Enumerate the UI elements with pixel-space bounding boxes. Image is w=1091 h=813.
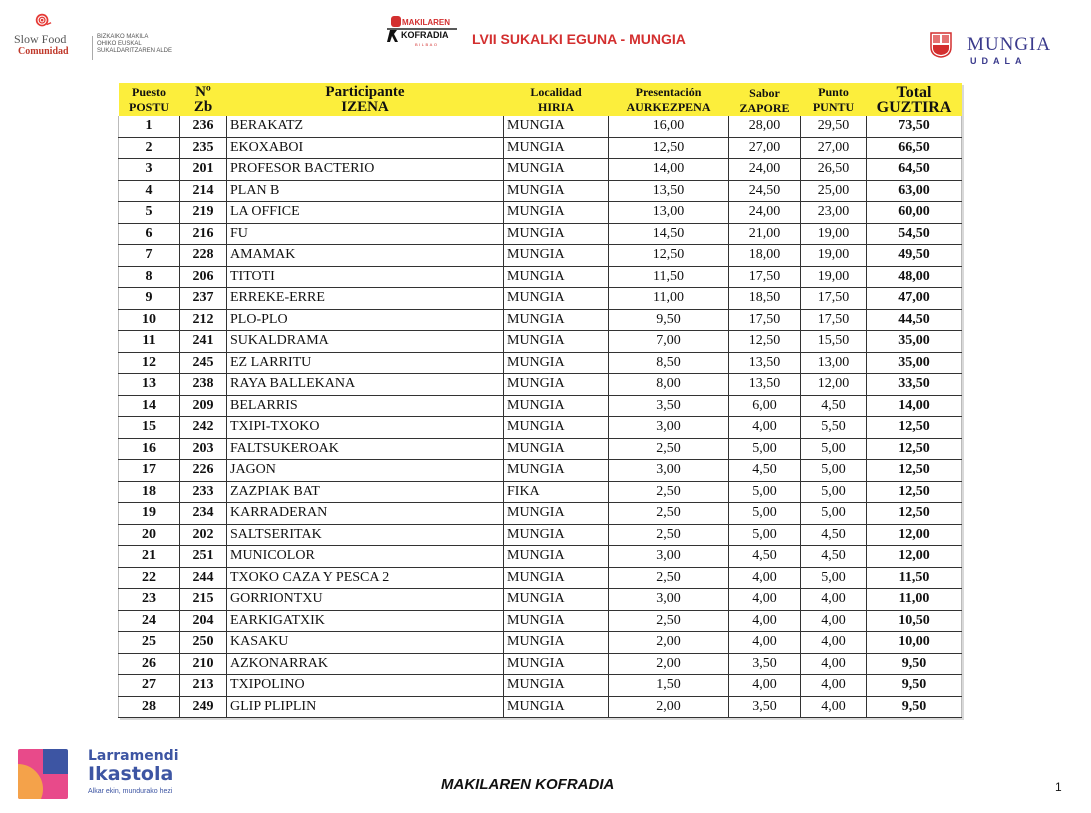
participant-cell: AZKONARRAK xyxy=(227,653,504,675)
table-row xyxy=(119,632,962,654)
position-cell: 9 xyxy=(119,288,180,310)
locality-cell: MUNGIA xyxy=(504,159,609,181)
locality-cell: MUNGIA xyxy=(504,503,609,525)
flavor-score-cell: 3,50 xyxy=(729,653,801,675)
coat-of-arms-icon xyxy=(930,32,952,58)
number-cell: 216 xyxy=(180,223,227,245)
number-cell: 233 xyxy=(180,481,227,503)
total-score-cell: 54,50 xyxy=(867,223,962,245)
table-row xyxy=(119,159,962,181)
col-header-participant: Participante IZENA xyxy=(227,83,504,116)
total-score-cell: 48,00 xyxy=(867,266,962,288)
presentation-score-cell: 2,50 xyxy=(609,610,729,632)
total-score-cell: 60,00 xyxy=(867,202,962,224)
number-cell: 245 xyxy=(180,352,227,374)
table-row xyxy=(119,546,962,568)
doneness-score-cell: 12,00 xyxy=(801,374,867,396)
participant-cell: BERAKATZ xyxy=(227,116,504,137)
table-row xyxy=(119,567,962,589)
total-score-cell: 10,00 xyxy=(867,632,962,654)
col-header-position: Puesto POSTU xyxy=(119,83,180,116)
locality-cell: MUNGIA xyxy=(504,223,609,245)
doneness-score-cell: 19,00 xyxy=(801,245,867,267)
number-cell: 201 xyxy=(180,159,227,181)
participant-cell: BELARRIS xyxy=(227,395,504,417)
number-cell: 209 xyxy=(180,395,227,417)
doneness-score-cell: 17,50 xyxy=(801,288,867,310)
position-cell: 18 xyxy=(119,481,180,503)
larramendi-mark-icon xyxy=(18,749,68,799)
flavor-score-cell: 13,50 xyxy=(729,352,801,374)
results-table xyxy=(118,83,962,718)
total-score-cell: 12,50 xyxy=(867,503,962,525)
number-cell: 242 xyxy=(180,417,227,439)
presentation-score-cell: 12,50 xyxy=(609,137,729,159)
doneness-score-cell: 5,00 xyxy=(801,460,867,482)
table-row xyxy=(119,417,962,439)
mungia-subtitle: UDALA xyxy=(970,56,1027,66)
table-row xyxy=(119,610,962,632)
total-score-cell: 12,50 xyxy=(867,438,962,460)
flavor-score-cell: 21,00 xyxy=(729,223,801,245)
presentation-score-cell: 11,50 xyxy=(609,266,729,288)
table-row xyxy=(119,223,962,245)
participant-cell: TITOTI xyxy=(227,266,504,288)
total-score-cell: 10,50 xyxy=(867,610,962,632)
slow-food-logo xyxy=(12,10,212,60)
participant-cell: GLIP PLIPLIN xyxy=(227,696,504,718)
logo-text-bilbao: BILBAO xyxy=(415,42,439,47)
participant-cell: ERREKE-ERRE xyxy=(227,288,504,310)
flavor-score-cell: 5,00 xyxy=(729,503,801,525)
locality-cell: MUNGIA xyxy=(504,546,609,568)
col-header-presentation: Presentación AURKEZPENA xyxy=(609,83,729,116)
presentation-score-cell: 2,50 xyxy=(609,503,729,525)
total-score-cell: 9,50 xyxy=(867,675,962,697)
total-score-cell: 44,50 xyxy=(867,309,962,331)
number-cell: 226 xyxy=(180,460,227,482)
flavor-score-cell: 4,50 xyxy=(729,460,801,482)
locality-cell: MUNGIA xyxy=(504,675,609,697)
locality-cell: MUNGIA xyxy=(504,438,609,460)
total-score-cell: 73,50 xyxy=(867,116,962,137)
number-cell: 237 xyxy=(180,288,227,310)
table-header-row xyxy=(119,83,962,116)
col-header-total: Total GUZTIRA xyxy=(867,83,962,116)
flavor-score-cell: 4,50 xyxy=(729,546,801,568)
position-cell: 12 xyxy=(119,352,180,374)
doneness-score-cell: 4,00 xyxy=(801,675,867,697)
doneness-score-cell: 4,00 xyxy=(801,696,867,718)
position-cell: 10 xyxy=(119,309,180,331)
total-score-cell: 12,50 xyxy=(867,417,962,439)
table-row xyxy=(119,288,962,310)
number-cell: 215 xyxy=(180,589,227,611)
flavor-score-cell: 24,00 xyxy=(729,202,801,224)
participant-cell: ZAZPIAK BAT xyxy=(227,481,504,503)
table-row xyxy=(119,352,962,374)
table-row xyxy=(119,503,962,525)
participant-cell: PROFESOR BACTERIO xyxy=(227,159,504,181)
position-cell: 16 xyxy=(119,438,180,460)
larramendi-tagline: Alkar ekin, mundurako hezi xyxy=(88,788,173,795)
number-cell: 204 xyxy=(180,610,227,632)
locality-cell: MUNGIA xyxy=(504,331,609,353)
col-header-locality: Localidad HIRIA xyxy=(504,83,609,116)
number-cell: 228 xyxy=(180,245,227,267)
total-score-cell: 9,50 xyxy=(867,653,962,675)
presentation-score-cell: 2,00 xyxy=(609,696,729,718)
total-score-cell: 14,00 xyxy=(867,395,962,417)
number-cell: 210 xyxy=(180,653,227,675)
presentation-score-cell: 2,50 xyxy=(609,567,729,589)
doneness-score-cell: 23,00 xyxy=(801,202,867,224)
participant-cell: KARRADERAN xyxy=(227,503,504,525)
position-cell: 5 xyxy=(119,202,180,224)
participant-cell: EKOXABOI xyxy=(227,137,504,159)
participant-cell: PLO-PLO xyxy=(227,309,504,331)
table-row xyxy=(119,696,962,718)
position-cell: 15 xyxy=(119,417,180,439)
position-cell: 4 xyxy=(119,180,180,202)
locality-cell: MUNGIA xyxy=(504,374,609,396)
table-row xyxy=(119,266,962,288)
locality-cell: MUNGIA xyxy=(504,288,609,310)
total-score-cell: 63,00 xyxy=(867,180,962,202)
flavor-score-cell: 5,00 xyxy=(729,438,801,460)
presentation-score-cell: 2,50 xyxy=(609,438,729,460)
doneness-score-cell: 26,50 xyxy=(801,159,867,181)
flavor-score-cell: 5,00 xyxy=(729,481,801,503)
mungia-udala-logo xyxy=(930,32,1060,72)
total-score-cell: 35,00 xyxy=(867,331,962,353)
locality-cell: MUNGIA xyxy=(504,610,609,632)
doneness-score-cell: 5,00 xyxy=(801,567,867,589)
number-cell: 235 xyxy=(180,137,227,159)
flavor-score-cell: 17,50 xyxy=(729,266,801,288)
doneness-score-cell: 27,00 xyxy=(801,137,867,159)
presentation-score-cell: 14,50 xyxy=(609,223,729,245)
number-cell: 244 xyxy=(180,567,227,589)
presentation-score-cell: 12,50 xyxy=(609,245,729,267)
doneness-score-cell: 13,00 xyxy=(801,352,867,374)
position-cell: 8 xyxy=(119,266,180,288)
total-score-cell: 64,50 xyxy=(867,159,962,181)
position-cell: 19 xyxy=(119,503,180,525)
col-header-doneness: Punto PUNTU xyxy=(801,83,867,116)
logo-text-kofradia: KOFRADIA xyxy=(401,30,449,40)
position-cell: 26 xyxy=(119,653,180,675)
col-header-number: Nº Zb xyxy=(180,83,227,116)
presentation-score-cell: 9,50 xyxy=(609,309,729,331)
presentation-score-cell: 2,00 xyxy=(609,653,729,675)
locality-cell: MUNGIA xyxy=(504,309,609,331)
presentation-score-cell: 13,50 xyxy=(609,180,729,202)
flavor-score-cell: 13,50 xyxy=(729,374,801,396)
participant-cell: EZ LARRITU xyxy=(227,352,504,374)
presentation-score-cell: 7,00 xyxy=(609,331,729,353)
table-row xyxy=(119,481,962,503)
flavor-score-cell: 4,00 xyxy=(729,567,801,589)
number-cell: 212 xyxy=(180,309,227,331)
table-row xyxy=(119,137,962,159)
table-row xyxy=(119,331,962,353)
participant-cell: AMAMAK xyxy=(227,245,504,267)
locality-cell: MUNGIA xyxy=(504,245,609,267)
position-cell: 27 xyxy=(119,675,180,697)
presentation-score-cell: 3,00 xyxy=(609,460,729,482)
position-cell: 25 xyxy=(119,632,180,654)
participant-cell: JAGON xyxy=(227,460,504,482)
total-score-cell: 33,50 xyxy=(867,374,962,396)
flavor-score-cell: 4,00 xyxy=(729,589,801,611)
participant-cell: LA OFFICE xyxy=(227,202,504,224)
locality-cell: MUNGIA xyxy=(504,202,609,224)
total-score-cell: 12,50 xyxy=(867,481,962,503)
participant-cell: TXIPI-TXOKO xyxy=(227,417,504,439)
locality-cell: MUNGIA xyxy=(504,460,609,482)
total-score-cell: 66,50 xyxy=(867,137,962,159)
presentation-score-cell: 14,00 xyxy=(609,159,729,181)
flavor-score-cell: 24,50 xyxy=(729,180,801,202)
locality-cell: MUNGIA xyxy=(504,589,609,611)
presentation-score-cell: 16,00 xyxy=(609,116,729,137)
locality-cell: MUNGIA xyxy=(504,524,609,546)
number-cell: 213 xyxy=(180,675,227,697)
doneness-score-cell: 25,00 xyxy=(801,180,867,202)
flavor-score-cell: 27,00 xyxy=(729,137,801,159)
participant-cell: TXIPOLINO xyxy=(227,675,504,697)
table-row xyxy=(119,116,962,137)
table-row xyxy=(119,675,962,697)
subtitle-line: BIZKAIKO MAKILA xyxy=(97,34,149,40)
position-cell: 2 xyxy=(119,137,180,159)
locality-cell: MUNGIA xyxy=(504,116,609,137)
doneness-score-cell: 19,00 xyxy=(801,266,867,288)
participant-cell: MUNICOLOR xyxy=(227,546,504,568)
participant-cell: SUKALDRAMA xyxy=(227,331,504,353)
presentation-score-cell: 3,00 xyxy=(609,589,729,611)
flavor-score-cell: 17,50 xyxy=(729,309,801,331)
doneness-score-cell: 15,50 xyxy=(801,331,867,353)
doneness-score-cell: 4,00 xyxy=(801,610,867,632)
larramendi-name: Larramendi xyxy=(88,748,179,764)
presentation-score-cell: 2,50 xyxy=(609,481,729,503)
position-cell: 22 xyxy=(119,567,180,589)
total-score-cell: 11,50 xyxy=(867,567,962,589)
presentation-score-cell: 13,00 xyxy=(609,202,729,224)
table-row xyxy=(119,438,962,460)
number-cell: 251 xyxy=(180,546,227,568)
locality-cell: MUNGIA xyxy=(504,567,609,589)
table-row xyxy=(119,245,962,267)
number-cell: 238 xyxy=(180,374,227,396)
makilaren-kofradia-logo xyxy=(385,14,460,48)
presentation-score-cell: 3,50 xyxy=(609,395,729,417)
flavor-score-cell: 12,50 xyxy=(729,331,801,353)
number-cell: 241 xyxy=(180,331,227,353)
doneness-score-cell: 4,50 xyxy=(801,546,867,568)
position-cell: 24 xyxy=(119,610,180,632)
table-row xyxy=(119,653,962,675)
table-row xyxy=(119,589,962,611)
flavor-score-cell: 18,50 xyxy=(729,288,801,310)
position-cell: 21 xyxy=(119,546,180,568)
presentation-score-cell: 2,00 xyxy=(609,632,729,654)
doneness-score-cell: 4,00 xyxy=(801,653,867,675)
total-score-cell: 12,00 xyxy=(867,546,962,568)
flavor-score-cell: 3,50 xyxy=(729,696,801,718)
table-row xyxy=(119,180,962,202)
presentation-score-cell: 1,50 xyxy=(609,675,729,697)
number-cell: 203 xyxy=(180,438,227,460)
flavor-score-cell: 18,00 xyxy=(729,245,801,267)
number-cell: 236 xyxy=(180,116,227,137)
flavor-score-cell: 4,00 xyxy=(729,675,801,697)
locality-cell: MUNGIA xyxy=(504,180,609,202)
position-cell: 14 xyxy=(119,395,180,417)
doneness-score-cell: 4,00 xyxy=(801,632,867,654)
number-cell: 219 xyxy=(180,202,227,224)
doneness-score-cell: 19,00 xyxy=(801,223,867,245)
flavor-score-cell: 6,00 xyxy=(729,395,801,417)
participant-cell: FU xyxy=(227,223,504,245)
presentation-score-cell: 3,00 xyxy=(609,417,729,439)
number-cell: 250 xyxy=(180,632,227,654)
position-cell: 11 xyxy=(119,331,180,353)
flavor-score-cell: 4,00 xyxy=(729,632,801,654)
total-score-cell: 47,00 xyxy=(867,288,962,310)
flavor-score-cell: 4,00 xyxy=(729,610,801,632)
total-score-cell: 35,00 xyxy=(867,352,962,374)
participant-cell: EARKIGATXIK xyxy=(227,610,504,632)
locality-cell: MUNGIA xyxy=(504,632,609,654)
total-score-cell: 12,50 xyxy=(867,460,962,482)
logo-text-makilaren: MAKILAREN xyxy=(402,18,450,27)
number-cell: 249 xyxy=(180,696,227,718)
table-row xyxy=(119,202,962,224)
slow-food-subtitle xyxy=(97,34,172,55)
position-cell: 17 xyxy=(119,460,180,482)
participant-cell: GORRIONTXU xyxy=(227,589,504,611)
total-score-cell: 11,00 xyxy=(867,589,962,611)
page-number: 1 xyxy=(1055,780,1062,794)
flavor-score-cell: 5,00 xyxy=(729,524,801,546)
participant-cell: SALTSERITAK xyxy=(227,524,504,546)
doneness-score-cell: 29,50 xyxy=(801,116,867,137)
doneness-score-cell: 5,50 xyxy=(801,417,867,439)
locality-cell: MUNGIA xyxy=(504,653,609,675)
slow-food-name: Slow Food xyxy=(14,32,67,46)
event-title: LVII SUKALKI EGUNA - MUNGIA xyxy=(472,31,686,47)
position-cell: 6 xyxy=(119,223,180,245)
col-header-flavor: Sabor ZAPORE xyxy=(729,83,801,116)
doneness-score-cell: 5,00 xyxy=(801,438,867,460)
number-cell: 202 xyxy=(180,524,227,546)
position-cell: 23 xyxy=(119,589,180,611)
position-cell: 28 xyxy=(119,696,180,718)
position-cell: 1 xyxy=(119,116,180,137)
position-cell: 20 xyxy=(119,524,180,546)
table-row xyxy=(119,460,962,482)
participant-cell: PLAN B xyxy=(227,180,504,202)
total-score-cell: 9,50 xyxy=(867,696,962,718)
doneness-score-cell: 4,00 xyxy=(801,589,867,611)
ikastola-name: Ikastola xyxy=(88,763,174,785)
footer-organization: MAKILAREN KOFRADIA xyxy=(441,776,615,793)
presentation-score-cell: 2,50 xyxy=(609,524,729,546)
participant-cell: TXOKO CAZA Y PESCA 2 xyxy=(227,567,504,589)
mungia-name: MUNGIA xyxy=(967,34,1052,55)
total-score-cell: 12,00 xyxy=(867,524,962,546)
larramendi-ikastola-logo xyxy=(18,749,208,801)
participant-cell: FALTSUKEROAK xyxy=(227,438,504,460)
snail-icon xyxy=(34,12,52,30)
flavor-score-cell: 28,00 xyxy=(729,116,801,137)
number-cell: 206 xyxy=(180,266,227,288)
presentation-score-cell: 8,50 xyxy=(609,352,729,374)
flavor-score-cell: 4,00 xyxy=(729,417,801,439)
locality-cell: FIKA xyxy=(504,481,609,503)
participant-cell: KASAKU xyxy=(227,632,504,654)
doneness-score-cell: 17,50 xyxy=(801,309,867,331)
slow-food-community: Comunidad xyxy=(18,46,69,57)
number-cell: 214 xyxy=(180,180,227,202)
position-cell: 7 xyxy=(119,245,180,267)
locality-cell: MUNGIA xyxy=(504,266,609,288)
presentation-score-cell: 3,00 xyxy=(609,546,729,568)
participant-cell: RAYA BALLEKANA xyxy=(227,374,504,396)
logo-divider xyxy=(92,36,93,60)
locality-cell: MUNGIA xyxy=(504,137,609,159)
table-row xyxy=(119,374,962,396)
table-row xyxy=(119,309,962,331)
position-cell: 3 xyxy=(119,159,180,181)
total-score-cell: 49,50 xyxy=(867,245,962,267)
doneness-score-cell: 5,00 xyxy=(801,503,867,525)
presentation-score-cell: 8,00 xyxy=(609,374,729,396)
position-cell: 13 xyxy=(119,374,180,396)
table-row xyxy=(119,395,962,417)
flavor-score-cell: 24,00 xyxy=(729,159,801,181)
doneness-score-cell: 4,50 xyxy=(801,524,867,546)
number-cell: 234 xyxy=(180,503,227,525)
doneness-score-cell: 4,50 xyxy=(801,395,867,417)
table-row xyxy=(119,524,962,546)
doneness-score-cell: 5,00 xyxy=(801,481,867,503)
locality-cell: MUNGIA xyxy=(504,352,609,374)
presentation-score-cell: 11,00 xyxy=(609,288,729,310)
locality-cell: MUNGIA xyxy=(504,696,609,718)
subtitle-line: OHIKO EUSKAL xyxy=(97,41,142,47)
locality-cell: MUNGIA xyxy=(504,395,609,417)
subtitle-line: SUKALDARITZAREN ALDE xyxy=(97,48,173,54)
locality-cell: MUNGIA xyxy=(504,417,609,439)
